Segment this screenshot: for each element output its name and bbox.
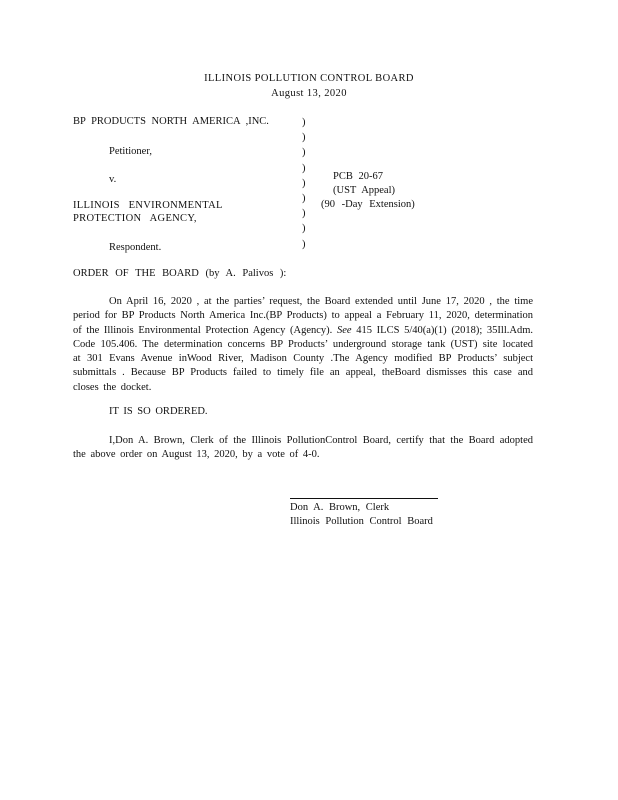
case-type: (UST Appeal) bbox=[333, 185, 396, 196]
signer-organization: Illinois Pollution Control Board bbox=[290, 516, 433, 527]
caption-bracket-column bbox=[302, 115, 310, 252]
versus-label: v. bbox=[109, 174, 117, 185]
citation-signal: See bbox=[336, 324, 352, 336]
respondent-name-line1: ILLINOIS ENVIRONMENTAL bbox=[73, 200, 223, 211]
order-body-text-part2: 415 ILCS 5/40(a)(1) (2018); 35Ill.Adm. Code 105.406. The determination concerns BP Products’ underground storage tank (UST) site located at 301 Evans Avenue inWood River, Madison County .The Agency modified BP Products’ subject submittals . Because BP Products failed to timely file an appeal, theBoard dismisses this case and closes the docket. bbox=[73, 324, 534, 393]
caption-bracket: ) bbox=[302, 162, 306, 174]
caption-bracket: ) bbox=[302, 238, 306, 250]
case-number: PCB 20-67 bbox=[333, 171, 383, 182]
certification-paragraph bbox=[73, 434, 533, 463]
case-note: (90 -Day Extension) bbox=[321, 199, 415, 210]
so-ordered-statement: IT IS SO ORDERED. bbox=[109, 406, 208, 417]
order-heading: ORDER OF THE BOARD (by A. Palivos ): bbox=[73, 268, 287, 279]
signature-line bbox=[290, 498, 438, 499]
certification-text: I,Don A. Brown, Clerk of the Illinois PollutionControl Board, certify that the Board adopted the above order on August 13, 2020, by a vote of 4-0. bbox=[73, 435, 533, 461]
petitioner-name: BP PRODUCTS NORTH AMERICA ,INC. bbox=[73, 116, 269, 127]
petitioner-label: Petitioner, bbox=[109, 146, 153, 157]
caption-bracket: ) bbox=[302, 117, 306, 128]
signer-name-title: Don A. Brown, Clerk bbox=[290, 502, 390, 513]
agency-title: ILLINOIS POLLUTION CONTROL BOARD bbox=[204, 73, 414, 84]
order-date: August 13, 2020 bbox=[271, 88, 347, 99]
caption-bracket: ) bbox=[302, 147, 306, 159]
order-body-text-part1: On April 16, 2020 , at the parties’ request, the Board extended until June 17, 2020 , the time period for BP Products North America Inc.(BP Products) to appeal a February 11, 2020, determination of the Illinois Environmental Protection Agency (Agency). bbox=[73, 296, 533, 336]
caption-bracket: ) bbox=[302, 132, 306, 144]
respondent-name-line2: PROTECTION AGENCY, bbox=[73, 213, 197, 224]
caption-bracket: ) bbox=[302, 177, 306, 189]
caption-bracket: ) bbox=[302, 192, 306, 204]
caption-bracket: ) bbox=[302, 223, 306, 235]
respondent-label: Respondent. bbox=[109, 242, 162, 253]
order-body-paragraph bbox=[73, 295, 533, 395]
caption-bracket: ) bbox=[302, 208, 306, 220]
